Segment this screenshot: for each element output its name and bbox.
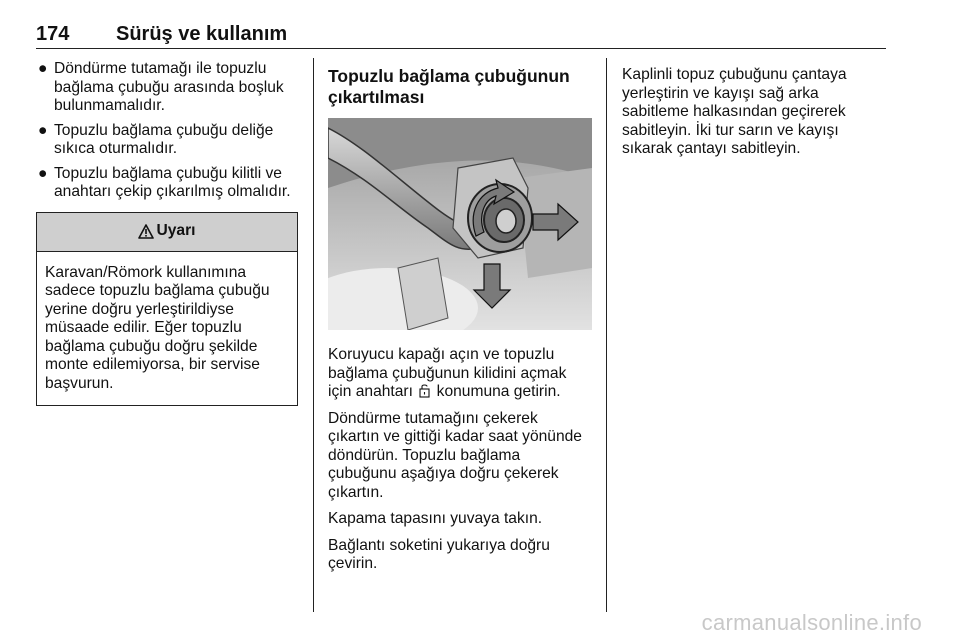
bullet-text: Topuzlu bağlama çubuğu kilitli ve anahtarı çekip çıkarılmış olmalıdır. <box>54 164 291 200</box>
page-number: 174 <box>36 23 70 45</box>
tow-bar-removal-illustration <box>328 118 592 330</box>
watermark: carmanualsonline.info <box>701 610 922 635</box>
bullet-text: Topuzlu bağlama çubuğu deliğe sıkıca oturmalıdır. <box>54 121 274 157</box>
warning-text: Karavan/Römork kullanımına sadece topuzlu bağlama çubuğu yerine doğru yerleştirildiyse müsaade edilir. Eğer topuzlu bağlama çubuğu doğru şekilde monte edilemiyorsa, bir servise başvurun. <box>45 263 270 392</box>
paragraph-text: konumuna getirin. <box>436 383 561 400</box>
column-right <box>622 60 872 167</box>
bullet-list <box>36 60 298 202</box>
bullet-text: Döndürme tutamağı ile topuzlu bağlama çubuğu arasında boşluk bulunmamalıdır. <box>54 60 284 114</box>
bullet-dot: ● <box>38 164 48 182</box>
column-left <box>36 60 298 406</box>
section-heading: Topuzlu bağlama çubuğunun çıkartılması <box>328 66 570 107</box>
bullet-dot: ● <box>38 121 48 139</box>
column-divider-1 <box>313 58 314 612</box>
paragraph-text: Koruyucu kapağı açın ve topuzlu bağlama çubuğunun kilidini açmak için anahtarı <box>328 346 567 400</box>
paragraph: Kaplinli topuz çubuğunu çantaya yerleştirin ve kayışı sağ arka sabitleme halkasından geçirerek sabitleyin. İki tur sarın ve kayışı sıkarak çantayı sabitleyin. <box>622 66 847 157</box>
column-middle <box>328 60 592 582</box>
unlock-symbol-icon <box>419 383 430 398</box>
chapter-title: Sürüş ve kullanım <box>116 23 288 45</box>
warning-header <box>37 213 297 252</box>
paragraph <box>328 346 592 402</box>
page-header <box>36 22 886 49</box>
list-item <box>36 60 298 116</box>
paragraph: Kapama tapasını yuvaya takın. <box>328 510 543 527</box>
paragraph: Bağlantı soketini yukarıya doğru çevirin. <box>328 536 550 572</box>
warning-box <box>36 212 298 407</box>
warning-title: Uyarı <box>156 222 196 240</box>
paragraph: Döndürme tutamağını çekerek çıkartın ve gittiği kadar saat yönünde döndürün. Topuzlu bağlama çubuğunu aşağıya doğru çekerek çıkartın. <box>328 409 582 501</box>
column-divider-2 <box>606 58 607 612</box>
list-item <box>36 165 298 202</box>
warning-triangle-icon <box>138 224 154 239</box>
bullet-dot: ● <box>38 60 48 77</box>
list-item <box>36 122 298 159</box>
